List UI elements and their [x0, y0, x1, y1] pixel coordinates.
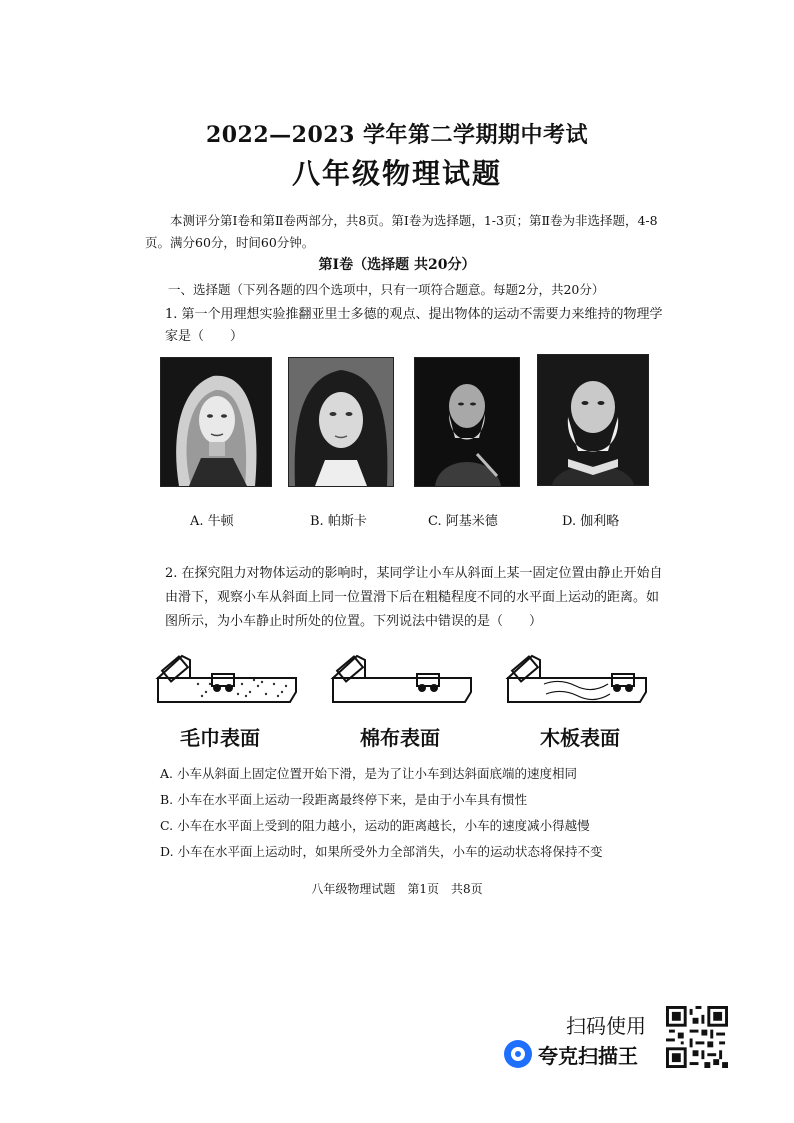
ramp-wood — [508, 656, 646, 702]
section-title: 第Ⅰ卷（选择题 共20分） — [318, 257, 476, 273]
ramp-cotton — [333, 656, 471, 702]
portrait-pascal — [288, 357, 394, 487]
q2-option-d: D. 小车在水平面上运动时，如果所受外力全部消失，小车的运动状态将保持不变 — [160, 844, 603, 859]
question-1-text: 1. 第一个用理想实验推翻亚里士多德的观点、提出物体的运动不需要力来维持的物理学家是（ ） — [165, 307, 663, 344]
q1-option-c: C. 阿基米德 — [428, 514, 498, 529]
ramp-towel — [158, 656, 296, 702]
quark-logo-icon — [504, 1040, 532, 1068]
exam-title: 2022—2023 学年第二学期期中考试 — [205, 122, 589, 148]
page-footer: 八年级物理试题 第1页 共8页 — [311, 882, 483, 896]
portrait-newton — [160, 357, 272, 487]
surface-label-wood: 木板表面 — [540, 726, 620, 750]
q2-option-b: B. 小车在水平面上运动一段距离最终停下来，是由于小车具有惯性 — [160, 792, 528, 807]
q2-option-c: C. 小车在水平面上受到的阻力越小，运动的距离越长，小车的速度减小得越慢 — [160, 818, 590, 833]
portrait-galileo — [537, 354, 649, 486]
question-2-text: 2. 在探究阻力对物体运动的影响时，某同学让小车从斜面上某一固定位置由静止开始自由滑下，观察小车从斜面上同一位置滑下后在粗糙程度不同的水平面上运动的距离。如图所示，为小车静止时所处的位置。下列说法中错误的是（ ） — [165, 566, 663, 629]
surface-label-towel: 毛巾表面 — [180, 726, 260, 750]
q1-option-b: B. 帕斯卡 — [310, 514, 367, 529]
question-1 — [145, 304, 665, 348]
question-2 — [145, 562, 670, 634]
q1-option-a: A. 牛顿 — [190, 514, 234, 529]
surface-label-cotton: 棉布表面 — [360, 726, 440, 750]
scanner-brand: 夸克扫描王 — [538, 1044, 638, 1068]
exam-instructions: 本测评分第Ⅰ卷和第Ⅱ卷两部分，共8页。第Ⅰ卷为选择题，1-3页；第Ⅱ卷为非选择题，4-8页。满分60分，时间60分钟。 — [145, 213, 658, 250]
q1-option-d: D. 伽利略 — [562, 514, 620, 529]
scanner-slogan: 扫码使用 — [566, 1014, 646, 1038]
ramp-diagram — [150, 648, 670, 718]
portrait-archimedes — [414, 357, 520, 487]
exam-subtitle: 八年级物理试题 — [291, 157, 502, 190]
qr-code-icon[interactable] — [666, 1006, 728, 1068]
q2-option-a: A. 小车从斜面上固定位置开始下滑，是为了让小车到达斜面底端的速度相同 — [160, 766, 577, 781]
section-instruction: 一、选择题（下列各题的四个选项中，只有一项符合题意。每题2分，共20分） — [168, 282, 605, 297]
